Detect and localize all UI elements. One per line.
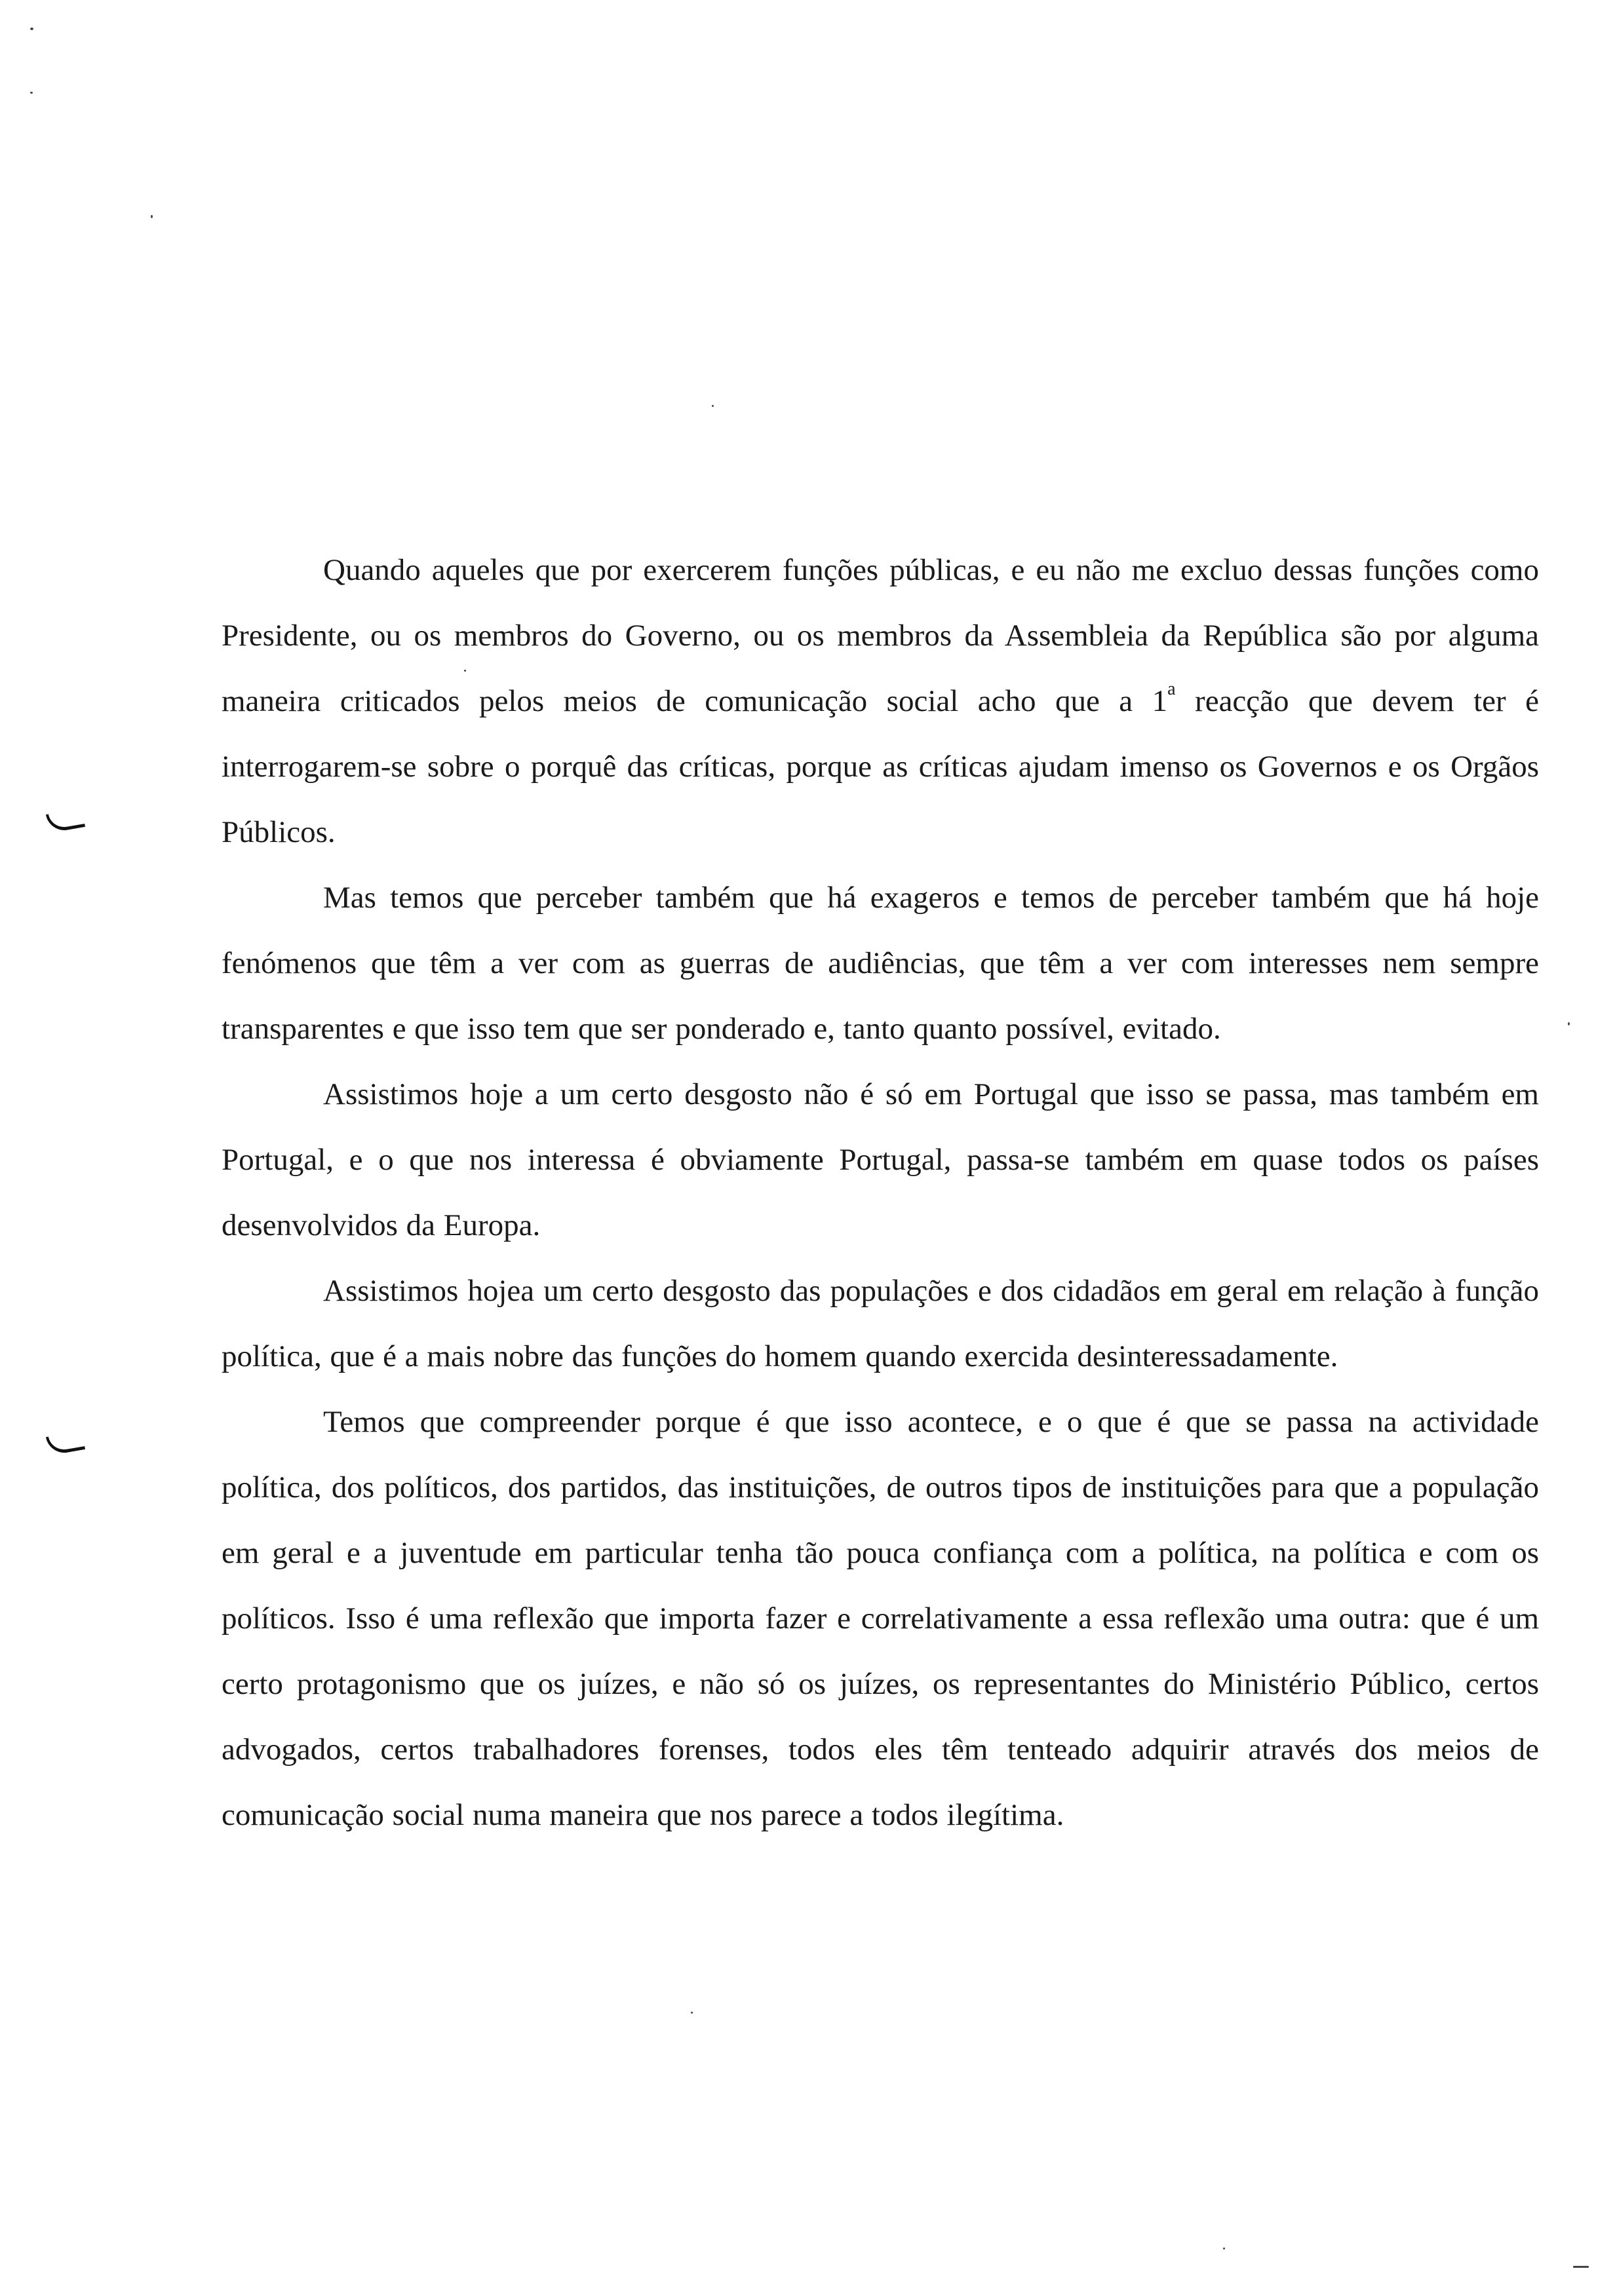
document-body xyxy=(222,537,1539,1848)
paragraph-1-text: Quando aqueles que por exercerem funções públicas, e eu não me excluo dessas funções como Presidente, ou os membros do Governo, ou os membros da Assembleia da República são por alguma maneira criticados pelos meios de comunicação social acho que a 1 xyxy=(222,553,1539,718)
scan-speck xyxy=(1223,2248,1225,2249)
scan-speck xyxy=(1573,2266,1589,2268)
margin-mark xyxy=(46,1430,85,1455)
ordinal-superscript: a xyxy=(1167,679,1176,700)
scan-speck xyxy=(30,92,33,94)
paragraph-3: Assistimos hoje a um certo desgosto não é só em Portugal que isso se passa, mas também em Portugal, e o que nos interessa é obviamente Portugal, passa-se também em quase todos os países desenvolvidos da Europa. xyxy=(222,1077,1539,1242)
scan-speck xyxy=(151,215,153,218)
paragraph-2: Mas temos que perceber também que há exageros e temos de perceber também que há hoje fenómenos que têm a ver com as guerras de audiências, que têm a ver com interesses nem sempre transparentes e que isso tem que ser ponderado e, tanto quanto possível, evitado. xyxy=(222,881,1539,1046)
paragraph-4: Assistimos hojea um certo desgosto das populações e dos cidadãos em geral em relação à função política, que é a mais nobre das funções do homem quando exercida desinteressadamente. xyxy=(222,1274,1539,1373)
scan-speck xyxy=(712,405,714,407)
paragraph-5: Temos que compreender porque é que isso acontece, e o que é que se passa na actividade política, dos políticos, dos partidos, das instituições, de outros tipos de instituições para que a população em geral e a juventude em particular tenha tão pouca confiança com a política, na política e com os políticos. Isso é uma reflexão que importa fazer e correlativamente a essa reflexão uma outra: que é um certo protagonismo que os juízes, e não só os juízes, os representantes do Ministério Público, certos advogados, certos trabalhadores forenses, todos eles têm tenteado adquirir através dos meios de comunicação social numa maneira que nos parece a todos ilegítima. xyxy=(222,1405,1539,1832)
scan-speck xyxy=(691,2012,693,2014)
margin-mark xyxy=(46,808,85,833)
scan-speck xyxy=(1568,1022,1570,1025)
paragraph-1-text-cont: reacção que devem ter é interrogarem-se sobre o porquê das críticas, porque as críticas ajudam imenso os Governos e os Orgãos Públicos. xyxy=(222,684,1539,849)
paragraph-1 xyxy=(222,537,1539,865)
scan-speck xyxy=(30,28,33,30)
